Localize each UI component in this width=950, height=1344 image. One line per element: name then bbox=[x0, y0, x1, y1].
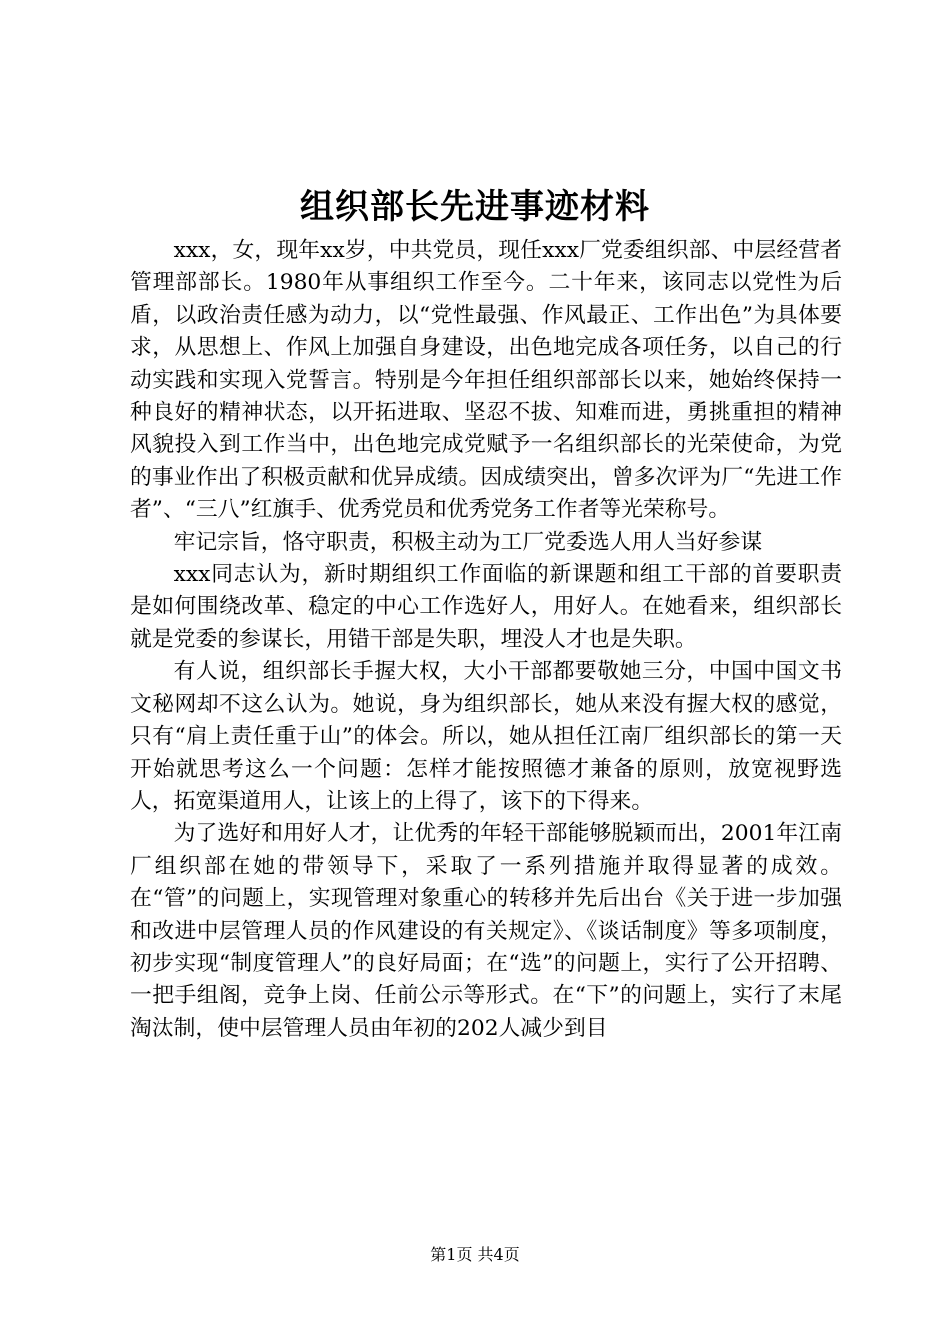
paragraph-measures: 为了选好和用好人才，让优秀的年轻干部能够脱颖而出，2001年江南厂组织部在她的带领导下，采取了一系列措施并取得显著的成效。在“管”的问题上，实现管理对象重心的转移并先后出台《关于进一步加强和改进中层管理人员的作风建设的有关规定》、《谈话制度》等多项制度，初步实现“制度管理人”的良好局面；在“选”的问题上，实行了公开招聘、一把手组阁，竞争上岗、任前公示等形式。在“下”的问题上，实行了末尾淘汰制，使中层管理人员由年初的202人减少到目 bbox=[130, 821, 842, 1041]
document-body bbox=[130, 235, 842, 1045]
paragraph-role: xxx同志认为，新时期组织工作面临的新课题和组工干部的首要职责是如何围绕改革、稳定的中心工作选好人，用好人。在她看来，组织部长就是党委的参谋长，用错干部是失职，埋没人才也是失职。 bbox=[130, 562, 842, 652]
document-title: 组织部长先进事迹材料 bbox=[300, 187, 650, 227]
paragraph-responsibility: 有人说，组织部长手握大权，大小干部都要敬她三分，中国中国文书文秘网却不这么认为。她说，身为组织部长，她从来没有握大权的感觉，只有“肩上责任重于山”的体会。所以，她从担任江南厂组织部长的第一天开始就思考这么一个问题：怎样才能按照德才兼备的原则，放宽视野选人，拓宽渠道用人，让该上的上得了，该下的下得来。 bbox=[130, 659, 842, 814]
page-footer: 第1页 共4页 bbox=[430, 1245, 520, 1264]
paragraph-intro: xxx，女，现年xx岁，中共党员，现任xxx厂党委组织部、中层经营者管理部部长。1980年从事组织工作至今。二十年来，该同志以党性为后盾，以政治责任感为动力，以“党性最强、作风最正、工作出色”为具体要求，从思想上、作风上加强自身建设，出色地完成各项任务，以自己的行动实践和实现入党誓言。特别是今年担任组织部部长以来，她始终保持一种良好的精神状态，以开拓进取、坚忍不拔、知难而进，勇挑重担的精神风貌投入到工作当中，出色地完成党赋予一名组织部长的光荣使命，为党的事业作出了积极贡献和优异成绩。因成绩突出，曾多次评为厂“先进工作者”、“三八”红旗手、优秀党员和优秀党务工作者等光荣称号。 bbox=[130, 238, 842, 523]
section-heading: 牢记宗旨，恪守职责，积极主动为工厂党委选人用人当好参谋 bbox=[173, 529, 763, 555]
